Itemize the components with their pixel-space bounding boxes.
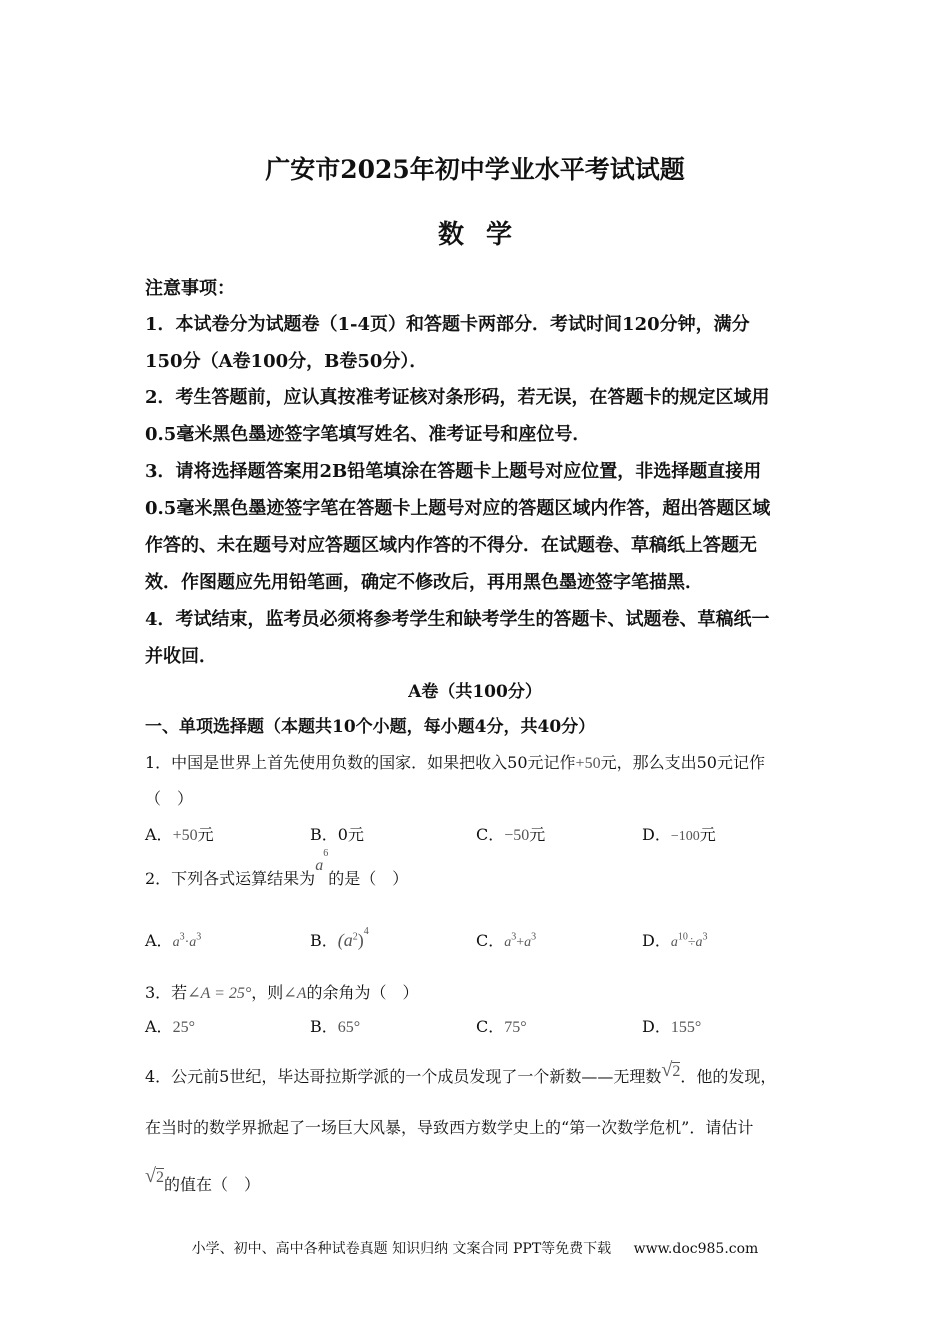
note-line: 效．作图题应先用铅笔画，确定不修改后，再用黑色墨迹签字笔描黑． bbox=[145, 572, 703, 593]
note-line: 3．请将选择题答案用2B铅笔填涂在答题卡上题号对应位置，非选择题直接用 bbox=[145, 461, 762, 482]
question-4: 4．公元前5世纪，毕达哥拉斯学派的一个成员发现了一个新数——无理数√2．他的发现， bbox=[145, 1059, 777, 1086]
question-1-paren: （ ） bbox=[145, 789, 194, 808]
q1-option-a: A．+50元 bbox=[145, 825, 214, 844]
page-footer bbox=[0, 1238, 950, 1258]
part1-heading: 一、单项选择题（本题共10个小题，每小题4分，共40分） bbox=[145, 717, 596, 737]
q3-option-a: A．25° bbox=[145, 1017, 195, 1036]
footer-url[interactable]: www.doc985.com bbox=[633, 1241, 759, 1257]
question-3: 3．若∠A = 25°，则∠A的余角为（ ） bbox=[145, 983, 419, 1002]
q2-option-d: D．$a^{10}\div a^3$ bbox=[642, 931, 708, 950]
sqrt-expr: √2 bbox=[145, 1165, 164, 1187]
question-4-line2: 在当时的数学界掀起了一场巨大风暴，导致西方数学史上的“第一次数学危机”．请估计 bbox=[145, 1118, 754, 1137]
exam-title: 广安市2025年初中学业水平考试试题 bbox=[265, 155, 685, 184]
q2-option-a: A．$a^3\cdot a^3$ bbox=[145, 931, 202, 950]
q2-option-b: B．$(a^2)^4$ bbox=[310, 925, 369, 950]
question-4-line3: √2的值在（ ） bbox=[145, 1165, 260, 1194]
q3-option-b: B．65° bbox=[310, 1017, 361, 1036]
note-line: 0.5毫米黑色墨迹签字笔填写姓名、准考证号和座位号． bbox=[145, 424, 591, 445]
q2-option-c: C．$a^3+a^3$ bbox=[476, 931, 537, 950]
math-expr: +50 bbox=[575, 755, 601, 772]
q1-option-c: C．−50元 bbox=[476, 825, 546, 844]
note-line: 0.5毫米黑色墨迹签字笔在答题卡上题号对应的答题区域内作答，超出答题区域 bbox=[145, 498, 771, 519]
note-line: 1．本试卷分为试题卷（1-4页）和答题卡两部分．考试时间120分钟，满分 bbox=[145, 314, 750, 335]
sqrt-expr: √2 bbox=[661, 1059, 681, 1081]
notes-heading: 注意事项： bbox=[145, 278, 235, 299]
question-2: 2．下列各式运算结果为$a^6$的是（ ） bbox=[145, 847, 409, 888]
footer-text: 小学、初中、高中各种试卷真题 知识归纳 文案合同 PPT等免费下载 bbox=[191, 1241, 612, 1257]
note-line: 150分（A卷100分，B卷50分）． bbox=[145, 351, 428, 372]
q1-option-d: D．−100元 bbox=[642, 825, 716, 844]
note-line: 2．考生答题前，应认真按准考证核对条形码，若无误，在答题卡的规定区域用 bbox=[145, 387, 770, 408]
note-line: 4．考试结束，监考员必须将参考学生和缺考学生的答题卡、试题卷、草稿纸一 bbox=[145, 609, 770, 630]
section-a-heading: A卷（共100分） bbox=[408, 682, 542, 702]
q3-option-c: C．75° bbox=[476, 1017, 527, 1036]
note-line: 并收回． bbox=[145, 646, 217, 667]
q1-option-b: B．0元 bbox=[310, 825, 364, 844]
subject-title: 数学 bbox=[437, 220, 534, 250]
q3-option-d: D．155° bbox=[642, 1017, 702, 1036]
question-1: 1．中国是世界上首先使用负数的国家．如果把收入50元记作+50元，那么支出50元记作 bbox=[145, 753, 765, 772]
note-line: 作答的、未在题号对应答题区域内作答的不得分．在试题卷、草稿纸上答题无 bbox=[145, 535, 757, 556]
